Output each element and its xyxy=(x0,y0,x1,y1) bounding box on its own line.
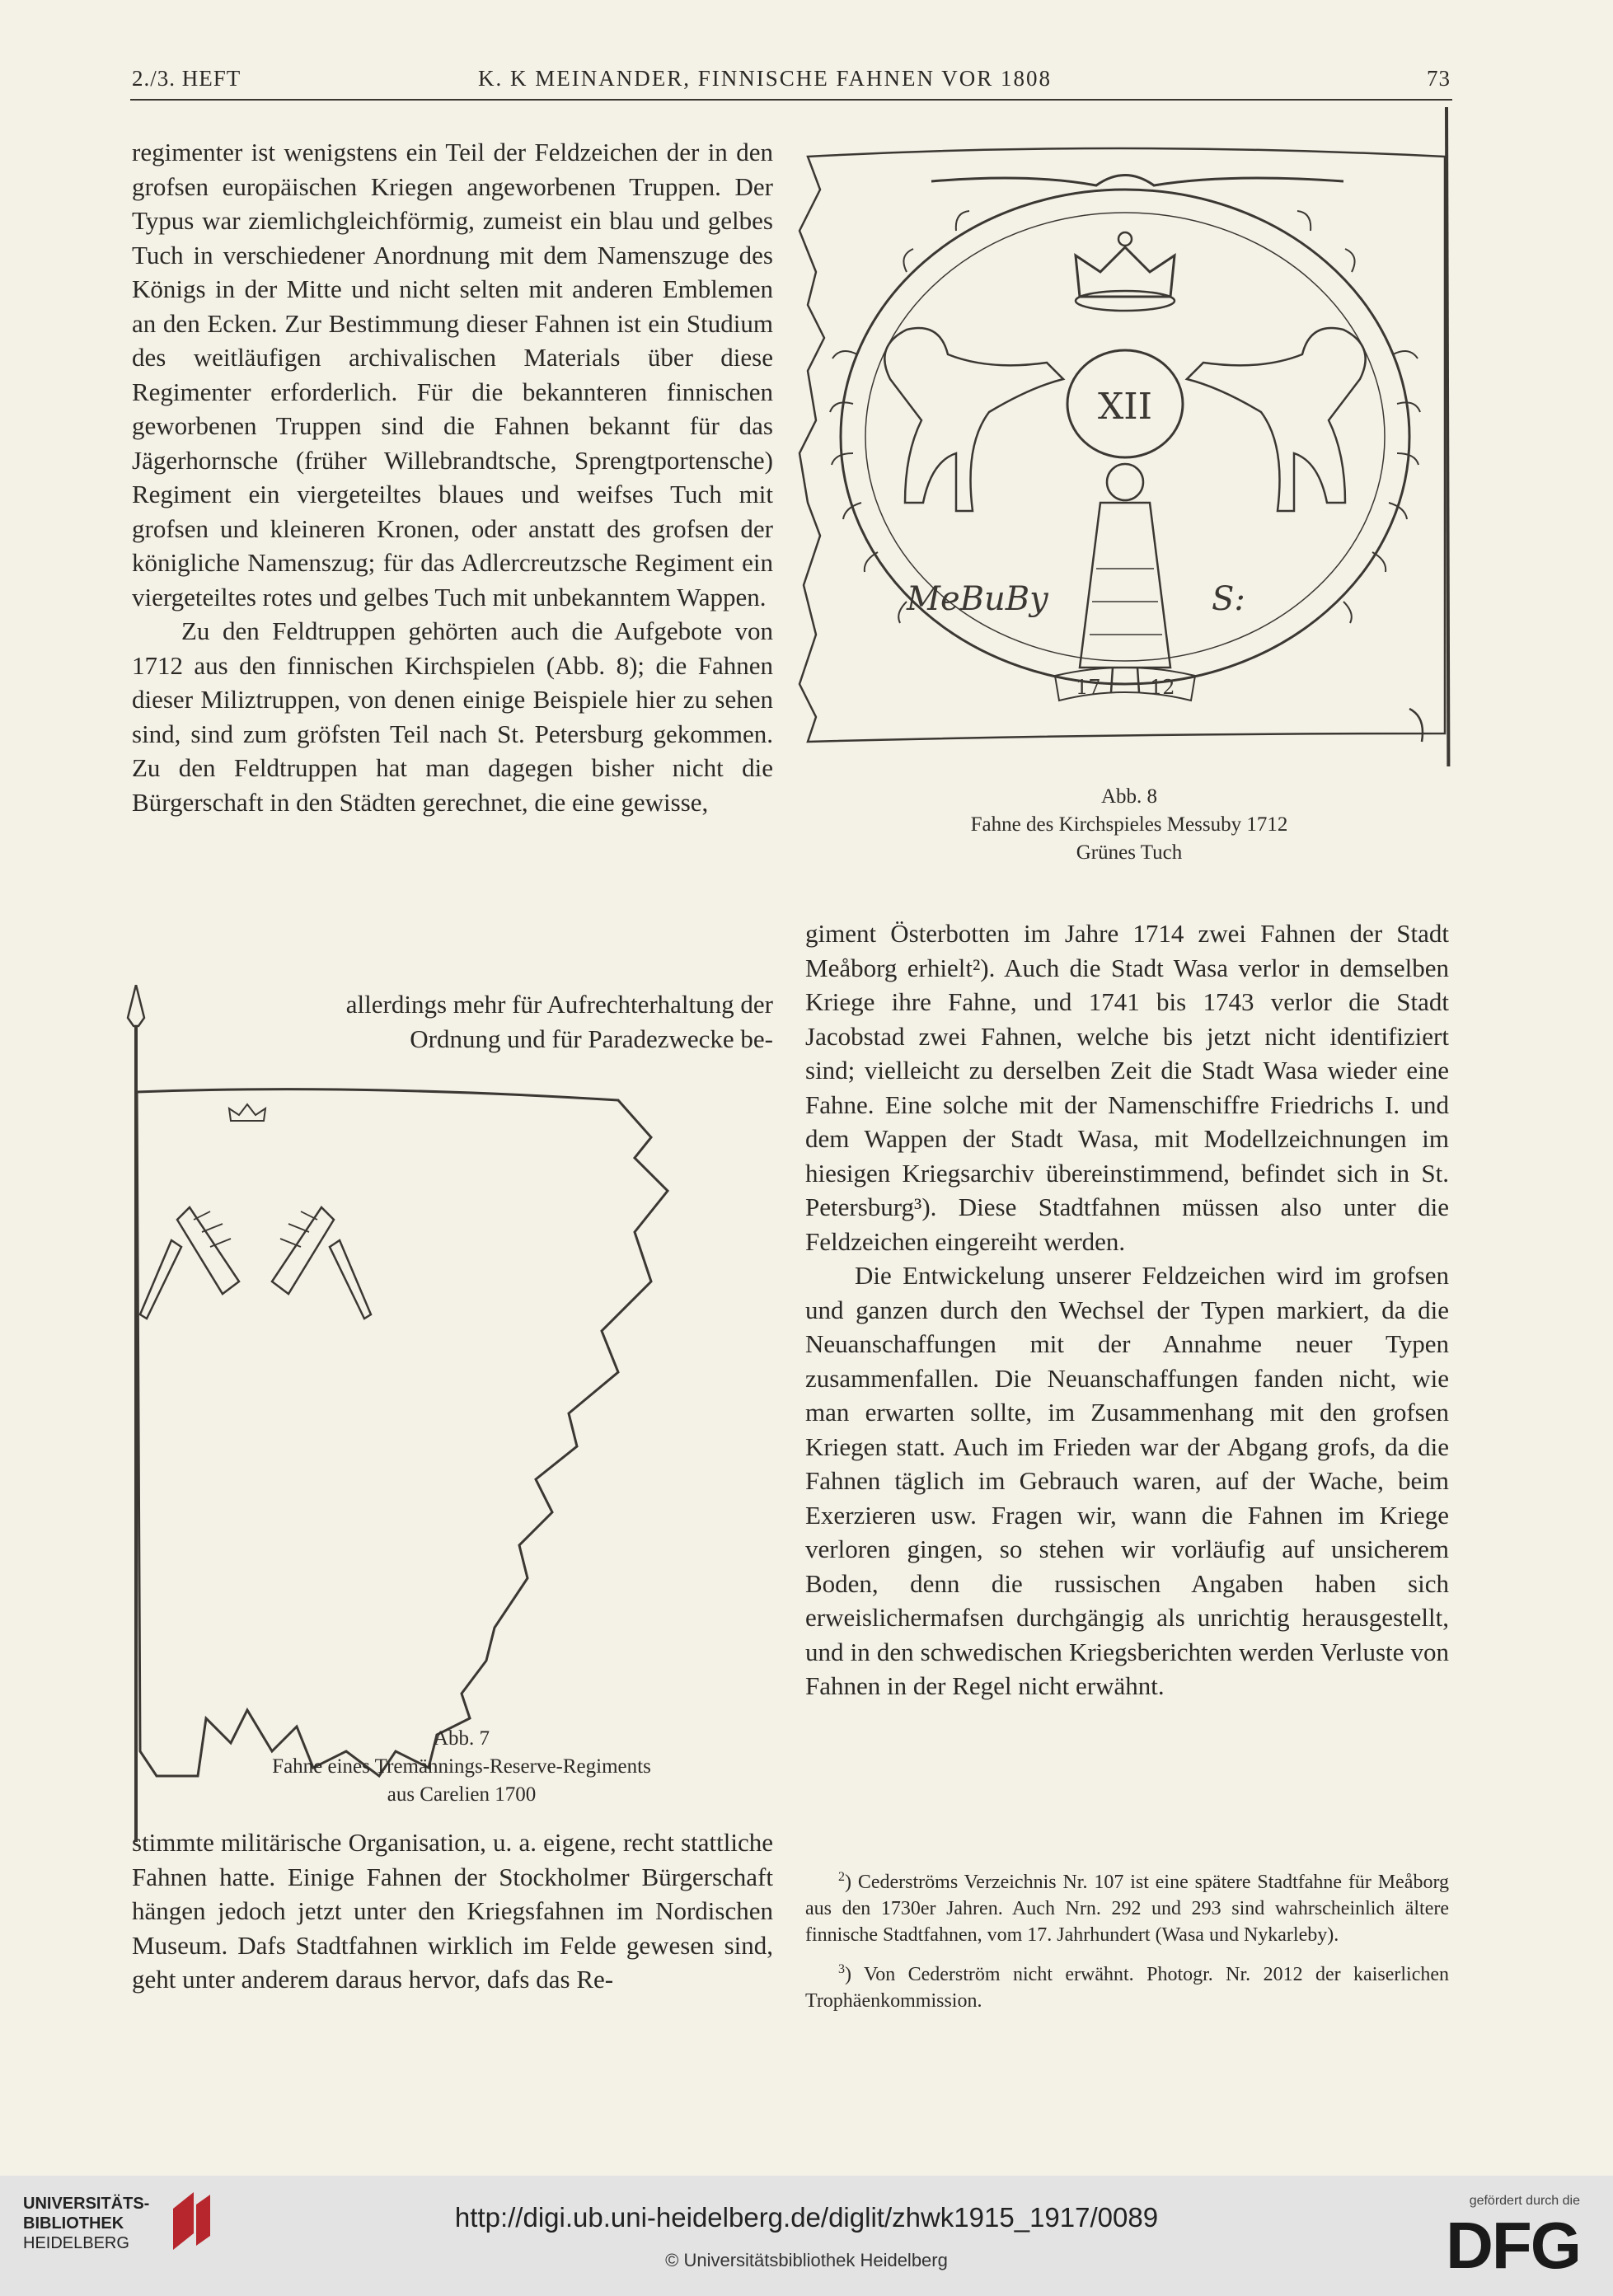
issue-label: 2./3. HEFT xyxy=(132,66,241,91)
flag-roman-numeral: XII xyxy=(1097,386,1153,428)
left-lion-icon xyxy=(884,328,1063,511)
tassel xyxy=(1409,709,1423,742)
library-city: HEIDELBERG xyxy=(23,2234,129,2252)
article-title-header: K. K MEINANDER, FINNISCHE FAHNEN VOR 1808 xyxy=(478,66,1053,91)
tattered-flag-outline xyxy=(137,1089,668,1776)
right-lion-icon xyxy=(1187,328,1366,511)
footnotes xyxy=(805,1864,1449,2022)
flag-outline xyxy=(799,148,1445,742)
paragraph: Zu den Feldtruppen gehörten auch die Aufgebote von 1712 aus den finnischen Kirchspielen (Abb. 8); die Fahnen dieser Miliztruppen, von denen einige Beispiele hier zu sehen sind, sind zum gröfsten Teil nach St. Petersburg gekommen. Zu den Feldtruppen hat man dagegen bisher nicht die Bürgerschaft in den Städten gerechnet, die eine gewisse, xyxy=(132,616,773,817)
footnote-mark: 3 xyxy=(838,1962,845,1976)
figure-7-caption xyxy=(198,1725,725,1809)
figure-head xyxy=(1107,464,1143,500)
flag-pole xyxy=(1447,107,1449,766)
figure-8-caption xyxy=(861,783,1397,867)
footnote-text: ) Von Cederström nicht erwähnt. Photogr. Nr. 2012 der kaiserlichen Trophäenkommission. xyxy=(805,1964,1449,2012)
flag-parish-abbrev: S: xyxy=(1212,580,1245,618)
flag-parish-text: MeBuBy xyxy=(907,580,1048,618)
crown-icon xyxy=(1076,247,1175,297)
dfg-logo: DFG xyxy=(1446,2209,1580,2282)
digitization-footer xyxy=(0,2176,1613,2296)
top-ribbon xyxy=(931,176,1343,186)
caption-line: Fahne des Kirchspieles Messuby 1712 xyxy=(970,813,1288,836)
right-column xyxy=(805,916,1449,1703)
small-crown-icon xyxy=(229,1104,265,1121)
left-armored-arm-icon xyxy=(177,1207,239,1294)
footnote-mark: 2 xyxy=(838,1870,845,1884)
permalink-url[interactable]: http://digi.ub.uni-heidelberg.de/diglit/zhwk1915_1917/0089 xyxy=(454,2202,1159,2233)
standing-peasant-icon xyxy=(1080,503,1170,668)
right-sword-icon xyxy=(330,1240,371,1319)
caption-line: Grünes Tuch xyxy=(1076,841,1183,864)
paragraph: Die Entwickelung unserer Feldzeichen wird im grofsen und ganzen durch den Wechsel der Typen markiert, da die Neuanschaffungen mit der Annahme neuer Typen zusammenfallen. Die Neuanschaffungen fanden nicht, wie man erwarten sollte, im Zusammenhang mit den grofsen Kriegen statt. Auch im Frieden war der Abgang grofs, da die Fahnen täglich im Gebrauch waren, auf der Wache, beim Exerzieren usw. Fragen wir, wann die Fahnen im Kriege verloren gingen, so stehen wir vorläufig auf unsicherem Boden, denn die russischen Angaben haben sich erweislichermafsen durchgängig als unrichtig herausgestellt, und in den schwedischen Kriegsberichten werden Verluste von Fahnen in der Regel nicht erwähnt. xyxy=(805,1261,1449,1700)
text-line: allerdings mehr für Aufrechterhaltung der xyxy=(345,990,773,1019)
library-name-line: BIBLIOTHEK xyxy=(23,2214,124,2233)
footnote xyxy=(805,1956,1449,2014)
paragraph: stimmte militärische Organisation, u. a. eigene, recht stattliche Fahnen hatte. Einige Fahnen der Stockholmer Bürgerschaft hängen jedoch jetzt unter den Kriegsfahnen im Nordischen Museum. Dafs Stadtfahnen wirklich im Felde gewesen sind, geht unter anderem daraus hervor, dafs das Re- xyxy=(132,1828,773,1994)
flag-year-left: 17 xyxy=(1076,676,1101,699)
page-number: 73 xyxy=(1427,66,1451,91)
paragraph: giment Österbotten im Jahre 1714 zwei Fahnen der Stadt Meåborg erhielt²). Auch die Stadt Wasa verlor in demselben Kriege ihre Fahne, und 1741 bis 1743 verlor die Stadt Jacobstad zwei Fahnen, welche bis jetzt nicht identifiziert sind; vielleicht zu derselben Zeit die Stadt Wasa wieder eine Fahne. Eine solche mit der Namenschiffre Friedrichs I. und dem Wappen der Stadt Wasa, mit Modellzeichnungen im hiesigen Kriegsarchiv übereinstimmend, befindet sich in St. Petersburg³). Diese Stadtfahnen müssen also unter die Feldzeichen eingereiht werden. xyxy=(805,919,1449,1256)
funded-by-label: gefördert durch die xyxy=(1469,2194,1580,2208)
caption-line: Fahne eines Tremännings-Reserve-Regiments xyxy=(272,1755,651,1778)
flag-year-right: 12 xyxy=(1150,676,1175,699)
left-column-top xyxy=(132,135,773,819)
figure-7-flag-drawing xyxy=(107,985,750,1850)
figure-label: Abb. 8 xyxy=(1100,785,1158,808)
footnote-text: ) Cederströms Verzeichnis Nr. 107 ist eine spätere Stadtfahne für Meåborg aus den 1730er Jahren. Auch Nrn. 292 und 293 sind wahrscheinlich ältere finnische Stadtfahnen, vom 17. Jahrhundert (Wasa und Nykarleby). xyxy=(805,1872,1449,1946)
footnote xyxy=(805,1864,1449,1948)
figure-8-flag-drawing xyxy=(783,107,1459,766)
running-head xyxy=(132,66,1451,99)
left-column-bottom xyxy=(132,1825,773,1997)
figure-label: Abb. 7 xyxy=(433,1727,490,1750)
header-rule xyxy=(130,99,1452,101)
text-line: Ordnung und für Paradezwecke be- xyxy=(410,1024,773,1053)
library-name-line: UNIVERSITÄTS- xyxy=(23,2195,150,2213)
spear-tip-icon xyxy=(128,985,144,1026)
caption-line: aus Carelien 1700 xyxy=(387,1783,537,1806)
right-armored-arm-icon xyxy=(272,1207,334,1294)
left-sword-icon xyxy=(140,1240,181,1319)
copyright-notice: © Universitätsbibliothek Heidelberg xyxy=(665,2250,948,2270)
paragraph: regimenter ist wenigstens ein Teil der Feldzeichen der in den grofsen europäischen Kriegen angeworbenen Truppen. Der Typus war ziemlichgleichförmig, zumeist ein blau und gelbes Tuch in verschiedener Anordnung mit dem Namenszuge des Königs in der Mitte und nicht selten mit anderen Emblemen an den Ecken. Zur Bestimmung dieser Fahnen ist ein Studium des weitläufigen archivalischen Materials über diese Regimenter erforderlich. Für die bekannteren finnischen geworbenen Truppen sind die Fahnen bekannt für das Jägerhornsche (früher Willebrandtsche, Sprengtportensche) Regiment ein viergeteiltes blaues und weifses Tuch mit grofsen und kleineren Kronen, oder anstatt des grofsen der königliche Namenszug; für das Adlercreutzsche Regiment ein viergeteiltes rotes und gelbes Tuch mit unbekanntem Wappen. xyxy=(132,138,773,611)
